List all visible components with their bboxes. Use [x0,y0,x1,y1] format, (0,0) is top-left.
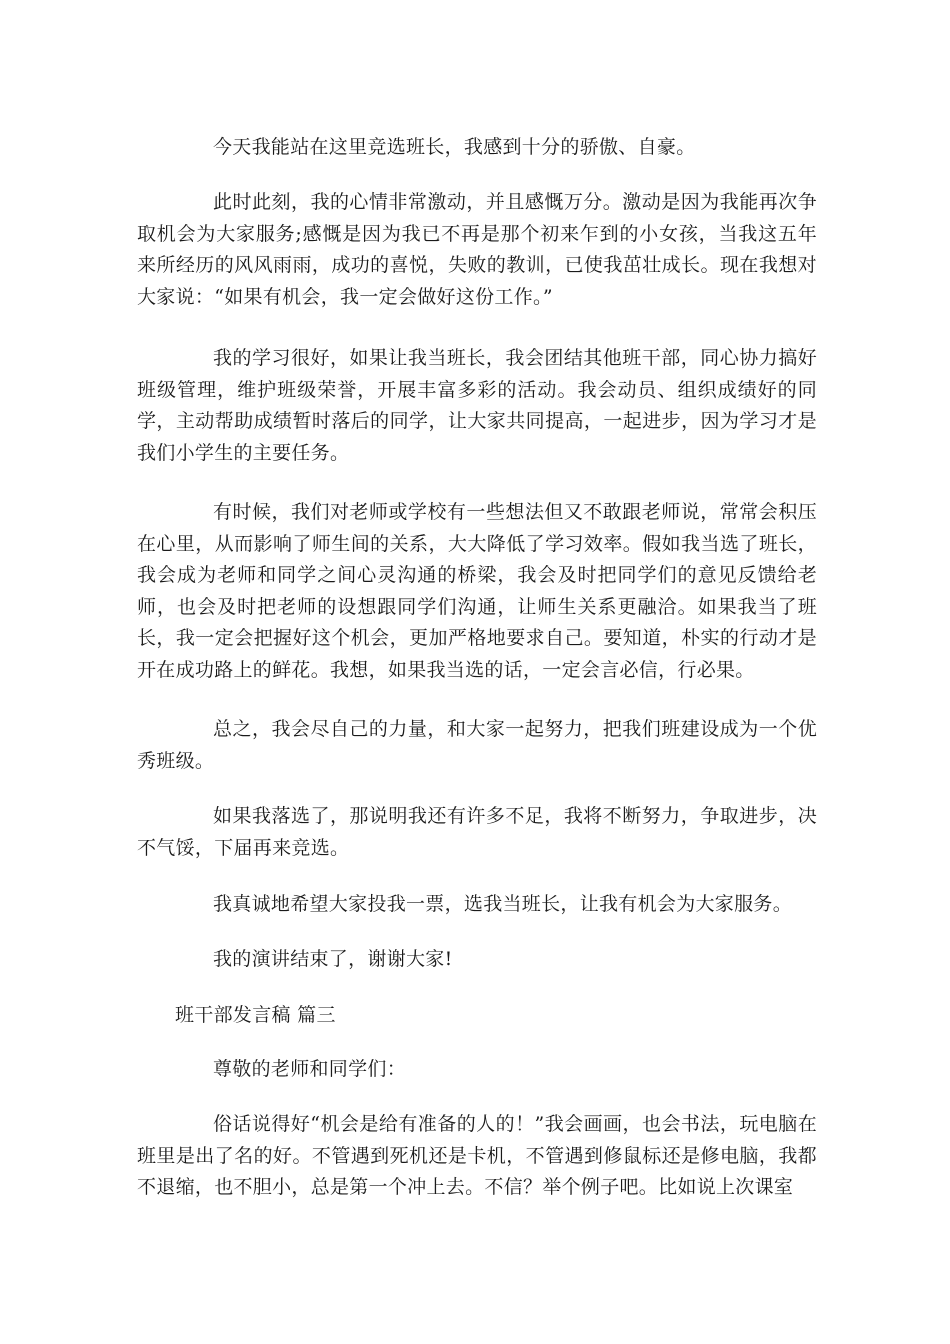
greeting: 尊敬的老师和同学们： [213,1058,407,1080]
paragraph-7: 我真诚地希望大家投我一票，选我当班长，让我有机会为大家服务。 [213,893,793,915]
paragraph-4: 有时候，我们对老师或学校有一些想法但又不敢跟老师说，常常会积压在心里，从而影响了师生间的关系，大大降低了学习效率。假如我当选了班长，我会成为老师和同学之间心灵沟通的桥梁，我会及时把同学们的意见反馈给老师，也会及时把老师的设想跟同学们沟通，让师生关系更融洽。如果我当了班长，我一定会把握好这个机会，更加严格地要求自己。要知道，朴实的行动才是开在成功路上的鲜花。我想，如果我当选的话，一定会言必信，行必果。 [137,501,817,681]
paragraph-6: 如果我落选了，那说明我还有许多不足，我将不断努力，争取进步，决不气馁，下届再来竞选。 [137,805,817,859]
section-heading: 班干部发言稿 篇三 [175,1004,336,1026]
paragraph-1: 今天我能站在这里竞选班长，我感到十分的骄傲、自豪。 [213,136,696,158]
paragraph-5: 总之，我会尽自己的力量，和大家一起努力，把我们班建设成为一个优秀班级。 [137,718,817,772]
paragraph-3: 我的学习很好，如果让我当班长，我会团结其他班干部，同心协力搞好班级管理，维护班级荣誉，开展丰富多彩的活动。我会动员、组织成绩好的同学，主动帮助成绩暂时落后的同学，让大家共同提高，一起进步，因为学习才是我们小学生的主要任务。 [137,347,817,464]
paragraph-9: 俗话说得好“机会是给有准备的人的！”我会画画，也会书法，玩电脑在班里是出了名的好。不管遇到死机还是卡机，不管遇到修鼠标还是修电脑，我都不退缩，也不胆小，总是第一个冲上去。不信？举个例子吧。比如说上次课室 [137,1113,817,1198]
paragraph-8: 我的演讲结束了，谢谢大家! [213,948,453,970]
paragraph-2: 此时此刻，我的心情非常激动，并且感慨万分。激动是因为我能再次争取机会为大家服务;感慨是因为我已不再是那个初来乍到的小女孩，当我这五年来所经历的风风雨雨，成功的喜悦，失败的教训，已使我茁壮成长。现在我想对大家说：“如果有机会，我一定会做好这份工作。” [137,191,817,308]
